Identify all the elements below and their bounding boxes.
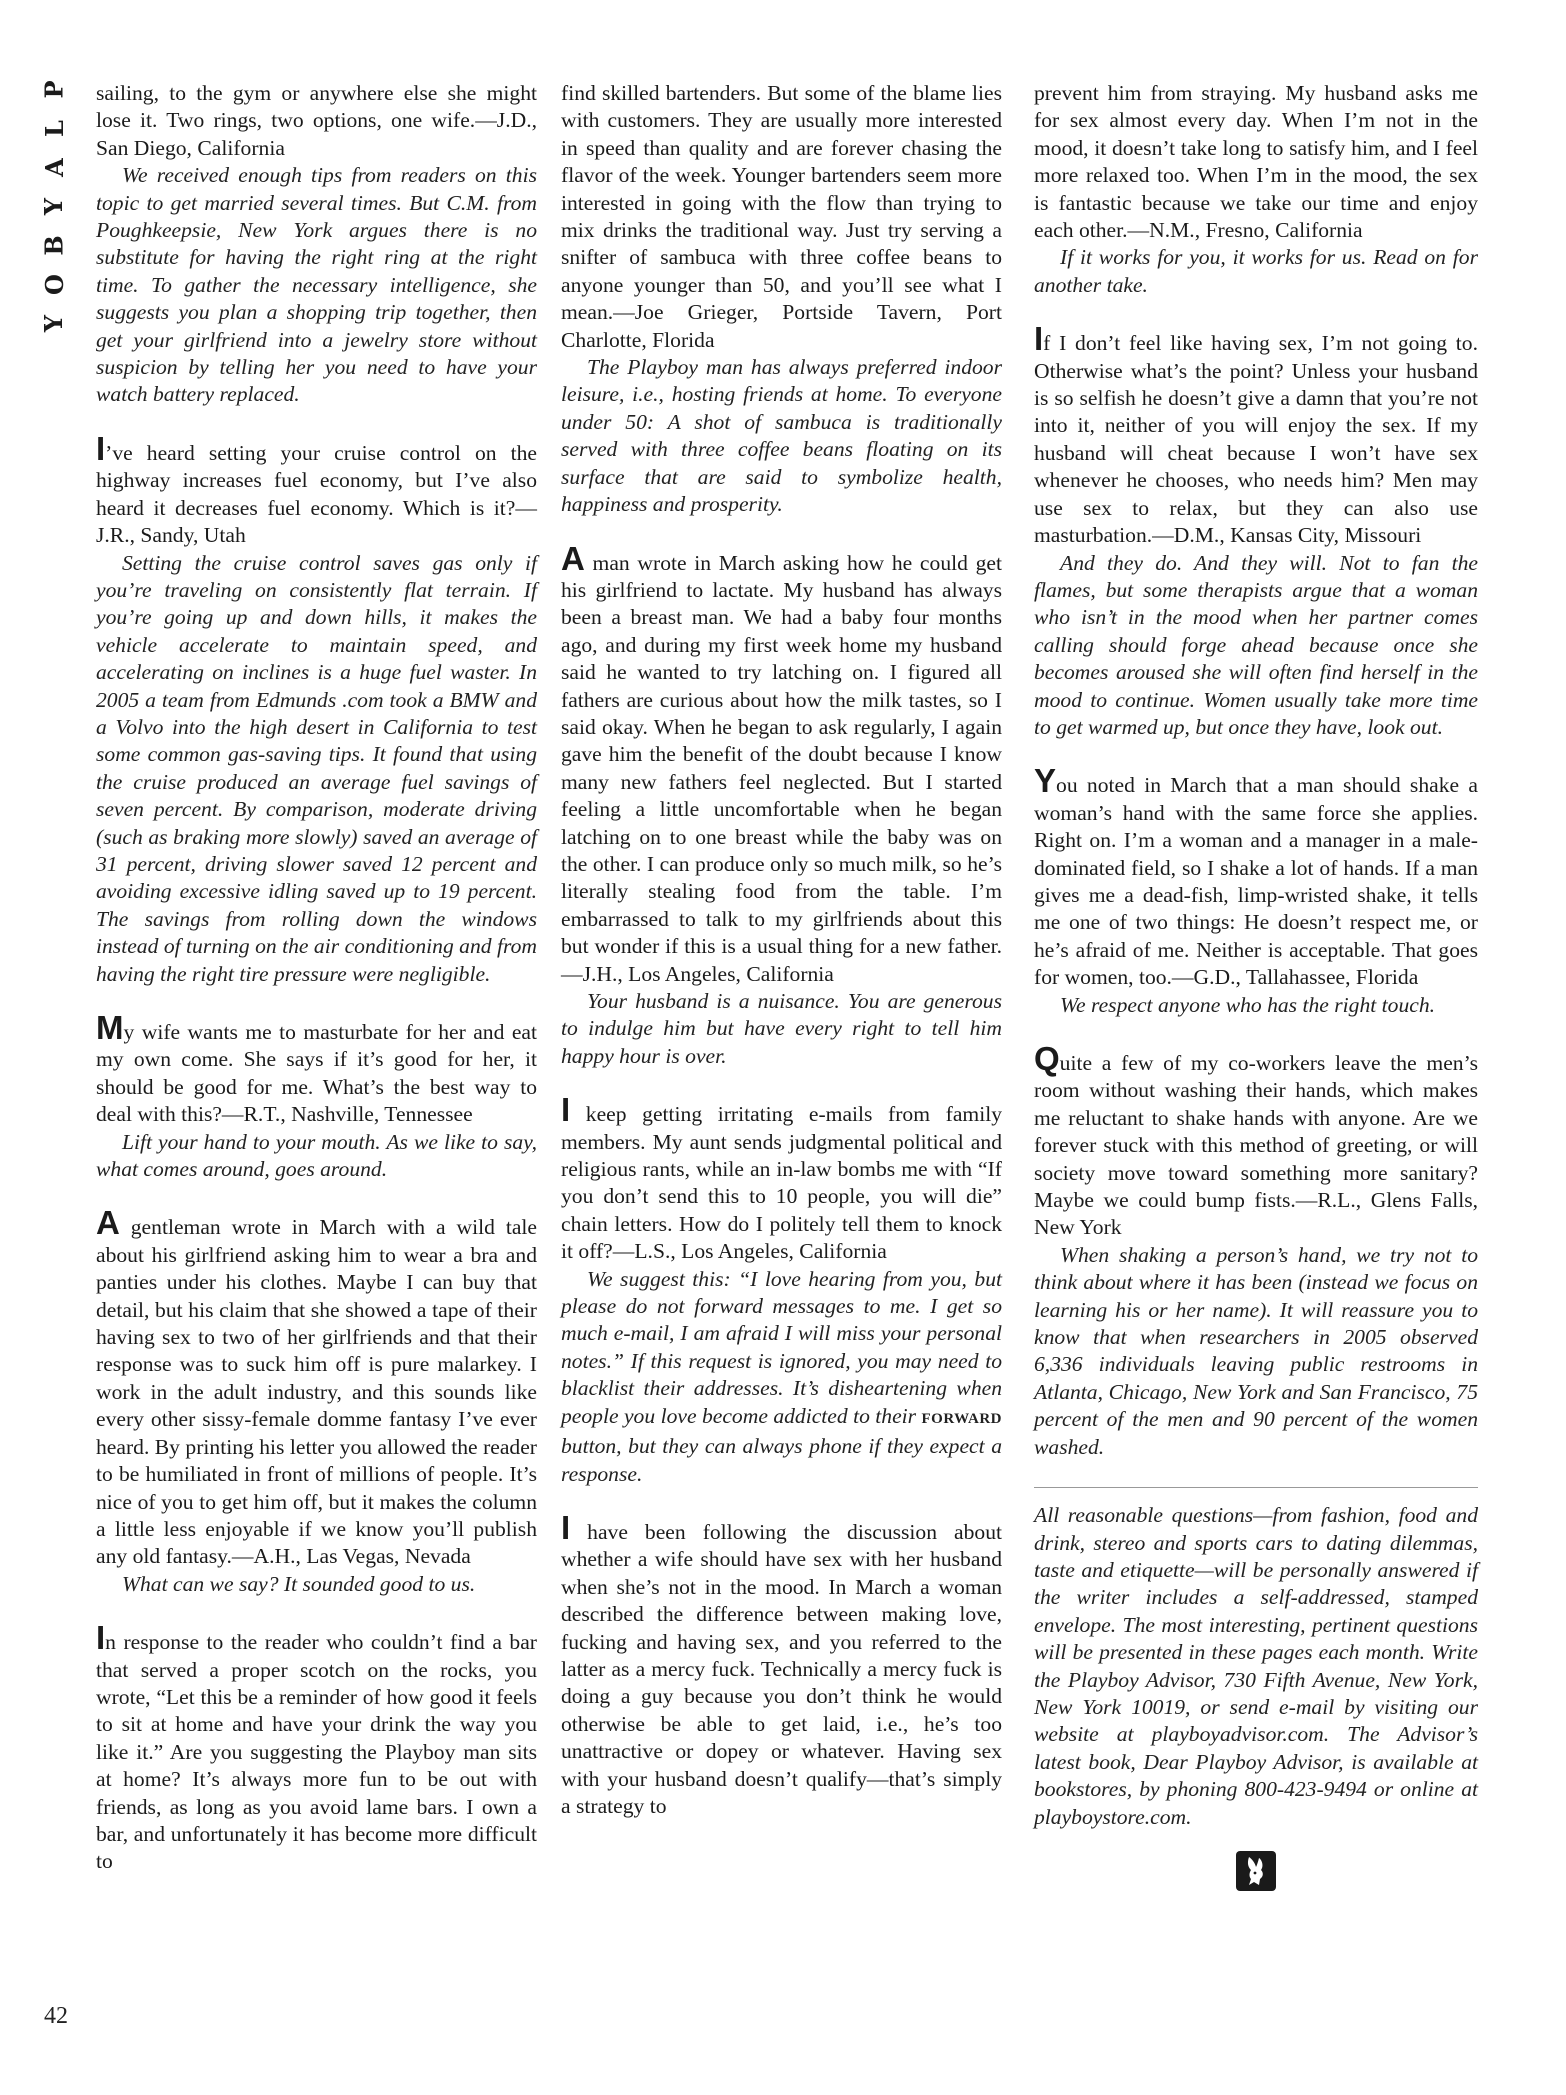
advice-item <box>561 1091 1002 1488</box>
advice-item <box>1034 80 1478 299</box>
magazine-name-vertical <box>34 70 74 343</box>
bunny-icon-svg <box>1243 1855 1269 1887</box>
letter-body: keep getting irritating e-mails from family members. My aunt sends judgmental political and religious rants, while an in-law bombs me with “If you don’t send this to 10 people, you will die” chain letters. How do I politely tell them to knock it off?—L.S., Los Angeles, California <box>561 1102 1002 1264</box>
drop-cap: I <box>561 1091 571 1129</box>
advisor-answer: Setting the cruise control saves gas only if you’re traveling on consistently flat terrain. If you’re going up and down hills, it makes the vehicle accelerate to maintain speed, and accelerating on inclines is a huge fuel waster. In 2005 a team from Edmunds .com took a BMW and a Volvo into the high desert in California to test some common gas-saving tips. It found that using the cruise produced an average fuel savings of seven percent. By comparison, moderate driving (such as braking more slowly) saved an average of 31 percent, driving slower saved 12 percent and avoiding excessive idling saved up to 19 percent. The savings from rolling down the windows instead of turning on the air conditioning and from having the right tire pressure were negligible. <box>96 550 537 986</box>
letter-body: ou noted in March that a man should shake a woman’s hand with the same force she applies. Right on. I’m a woman and a manager in a male-dominated field, so I shake a lot of hands. If a man gives me a dead-fish, limp-wristed shake, it tells me one of two things: He doesn’t respect me, or he’s afraid of me. Neither is acceptable. That goes for women, too.—G.D., Tallahassee, Florida <box>1034 773 1478 990</box>
reader-letter <box>1034 762 1478 991</box>
drop-cap: A <box>561 539 585 577</box>
answer-text: button, but they can always phone if they expect a response. <box>561 1434 1002 1486</box>
answer-text: We suggest this: “I love hearing from you, but please do not forward messages to me. I get so much e-mail, I am afraid I will miss your personal notes.” If this request is ignored, you may need to blacklist their addresses. It’s disheartening when people you love become addicted to their <box>561 1266 1002 1428</box>
reader-letter <box>96 1619 537 1876</box>
text-column-2 <box>561 80 1002 1820</box>
masthead-letter: L <box>39 120 69 137</box>
masthead-letter: Y <box>39 314 69 333</box>
masthead-letter: P <box>39 80 69 99</box>
advisor-answer: If it works for you, it works for us. Read on for another take. <box>1034 245 1478 297</box>
drop-cap: I <box>96 1619 106 1657</box>
advisor-answer <box>561 1266 1002 1488</box>
reader-letter <box>96 1009 537 1129</box>
advice-item <box>561 539 1002 1071</box>
text-column-3 <box>1034 80 1478 1891</box>
reader-letter <box>1034 320 1478 549</box>
advisor-answer: We respect anyone who has the right touch. <box>1060 992 1436 1017</box>
reader-letter: prevent him from straying. My husband asks me for sex almost every day. When I’m not in the mood, it doesn’t take long to satisfy him, and I feel more relaxed too. When I’m in the mood, the sex is fantastic because we take our time and enjoy each other.—N.M., Fresno, California <box>1034 81 1478 243</box>
advice-item <box>96 429 537 988</box>
drop-cap: Q <box>1034 1040 1060 1077</box>
masthead-letter: Y <box>39 197 69 216</box>
advice-item <box>96 1009 537 1183</box>
advice-item <box>561 80 1002 519</box>
advisor-answer: Lift your hand to your mouth. As we like to say, what comes around, goes around. <box>96 1129 537 1182</box>
letter-body: y wife wants me to masturbate for her and eat my own come. She says if it’s good for her, it should be good for me. What’s the best way to deal with this?—R.T., Nashville, Tennessee <box>96 1020 537 1127</box>
masthead-letter: B <box>39 235 69 256</box>
drop-cap: Y <box>1034 762 1057 800</box>
reader-letter <box>96 1204 537 1570</box>
advice-item <box>96 1619 537 1876</box>
advisor-answer: Your husband is a nuisance. You are generous to indulge him but have every right to tell him happy hour is over. <box>561 989 1002 1068</box>
reader-letter <box>561 1091 1002 1265</box>
reader-letter: sailing, to the gym or anywhere else she might lose it. Two rings, two options, one wife.—J.D., San Diego, California <box>96 81 537 160</box>
advisor-answer: When shaking a person’s hand, we try not to think about where it has been (instead we focus on learning his or her name). It will reassure you to know that when researchers in 2005 observed 6,336 individuals leaving public restrooms in Atlanta, Chicago, New York and San Francisco, 75 percent of the men and 90 percent of the women washed. <box>1034 1242 1478 1459</box>
masthead-letter: O <box>39 274 69 295</box>
drop-cap: I <box>561 1508 571 1546</box>
submission-note: All reasonable questions—from fashion, food and drink, stereo and sports cars to dating dilemmas, taste and etiquette—will be personally answered if the writer includes a self-addressed, stamped envelope. The most interesting, pertinent questions will be presented in these pages each month. Write the Playboy Advisor, 730 Fifth Avenue, New York, New York 10019, or send e-mail by visiting our website at playboyadvisor.com. The Advisor’s latest book, Dear Playboy Advisor, is available at bookstores, by phoning 800-423-9494 or online at playboystore.com. <box>1034 1503 1478 1829</box>
reader-letter <box>561 539 1002 989</box>
advice-item <box>96 80 537 409</box>
advice-item <box>1034 320 1478 741</box>
reader-letter <box>96 429 537 550</box>
letter-body: f I don’t feel like having sex, I’m not going to. Otherwise what’s the point? Unless your husband is so selfish he doesn’t give a damn that you’re not into it, neither of you will enjoy the sex. If my husband will cheat because I won’t have sex whenever he chooses, who needs him? Men may use sex to relax, but they can also use masturbation.—D.M., Kansas City, Missouri <box>1034 331 1478 548</box>
advisor-answer: What can we say? It sounded good to us. <box>122 1571 476 1596</box>
divider <box>1034 1487 1478 1488</box>
advice-item <box>561 1508 1002 1820</box>
page-number: 42 <box>44 2003 68 2029</box>
text-column-1 <box>96 80 537 1876</box>
advice-item <box>96 1204 537 1598</box>
reader-letter: find skilled bartenders. But some of the blame lies with customers. They are usually more interested in speed than quality and are forever chasing the flavor of the week. Younger bartenders seem more interested in going with the flow than trying to mix drinks the traditional way. Just try serving a snifter of sambuca with three coffee beans to anyone younger than 50, and you’ll see what I mean.—Joe Grieger, Portside Tavern, Port Charlotte, Florida <box>561 81 1002 352</box>
advice-item <box>1034 762 1478 1019</box>
letter-body: have been following the discussion about whether a wife should have sex with her husband when she’s not in the mood. In March a woman described the difference between making love, fucking and having sex, and you referred to the latter as a mercy fuck. Technically a mercy fuck is doing a guy because you don’t think he would otherwise be able to get laid, i.e., he’s too unattractive or dopey or whatever. Having sex with your husband doesn’t qualify—that’s simply a strategy to <box>561 1519 1002 1818</box>
small-caps-term: FORWARD <box>921 1410 1002 1427</box>
drop-cap: I <box>96 429 106 467</box>
letter-body: man wrote in March asking how he could get his girlfriend to lactate. My husband has always been a breast man. We had a baby four months ago, and during my first week home my husband said he wanted to try latching on. I figured all fathers are curious about how the milk tastes, so I said okay. When he began to ask regularly, I again gave him the benefit of the doubt because I know many new fathers feel neglected. But I started feeling a little uncomfortable when he began latching on to one breast while the baby was on the other. I can produce only so much milk, so he’s literally stealing food from the table. I’m embarrassed to talk to my girlfriends about this but wonder if this is a usual thing for a new father.—J.H., Los Angeles, California <box>561 550 1002 986</box>
advice-item <box>1034 1040 1478 1461</box>
advisor-answer: And they do. And they will. Not to fan the flames, but some therapists argue that a woman who isn’t in the mood when her partner comes calling should forge ahead because once she becomes aroused she will often find herself in the mood to continue. Women usually take more time to get warmed up, but once they have, look out. <box>1034 550 1478 739</box>
drop-cap: M <box>96 1009 124 1046</box>
letter-body: ’ve heard setting your cruise control on the highway increases fuel economy, but I’ve also heard it decreases fuel economy. Which is it?—J.R., Sandy, Utah <box>96 440 537 548</box>
letter-body: gentleman wrote in March with a wild tale about his girlfriend asking him to wear a bra and panties under his clothes. Maybe I can buy that detail, but his claim that she showed a tape of their having sex to two of her girlfriends and that their response was to suck him off is pure malarkey. I work in the adult industry, and this sounds like every other sissy-female domme fantasy I’ve ever heard. By printing his letter you allowed the reader to be humiliated in front of millions of people. It’s nice of you to get him off, but it makes the column a little less enjoyable if we know you’ll publish any old fantasy.—A.H., Las Vegas, Nevada <box>96 1215 537 1569</box>
drop-cap: I <box>1034 320 1044 358</box>
advisor-answer: The Playboy man has always preferred indoor leisure, i.e., hosting friends at home. To everyone under 50: A shot of sambuca is traditionally served with three coffee beans floating on its surface that are said to symbolize health, happiness and prosperity. <box>561 355 1002 517</box>
letter-body: n response to the reader who couldn’t find a bar that served a proper scotch on the rocks, you wrote, “Let this be a reminder of how good it feels to sit at home and have your drink the way you like it.” Are you suggesting the Playboy man sits at home? It’s always more fun to be out with friends, as long as you avoid lame bars. I own a bar, and unfortunately it has become more difficult to <box>96 1630 537 1874</box>
masthead-letter: A <box>39 158 69 177</box>
reader-letter <box>1034 1040 1478 1242</box>
drop-cap: A <box>96 1204 120 1242</box>
letter-body: uite a few of my co-workers leave the men’s room without washing their hands, which makes me reluctant to shake hands with anyone. Are we forever stuck with this method of greeting, or will society move toward something more sanitary? Maybe we could bump fists.—R.L., Glens Falls, New York <box>1034 1051 1478 1240</box>
reader-letter <box>561 1508 1002 1820</box>
bunny-icon <box>1236 1851 1276 1891</box>
advisor-answer: We received enough tips from readers on this topic to get married several times. But C.M. from Poughkeepsie, New York argues there is no substitute for having the right ring at the right time. To gather the necessary intelligence, she suggests you plan a shopping trip together, then get your girlfriend into a jewelry store without suspicion by telling her you need to have your watch battery replaced. <box>96 163 537 407</box>
